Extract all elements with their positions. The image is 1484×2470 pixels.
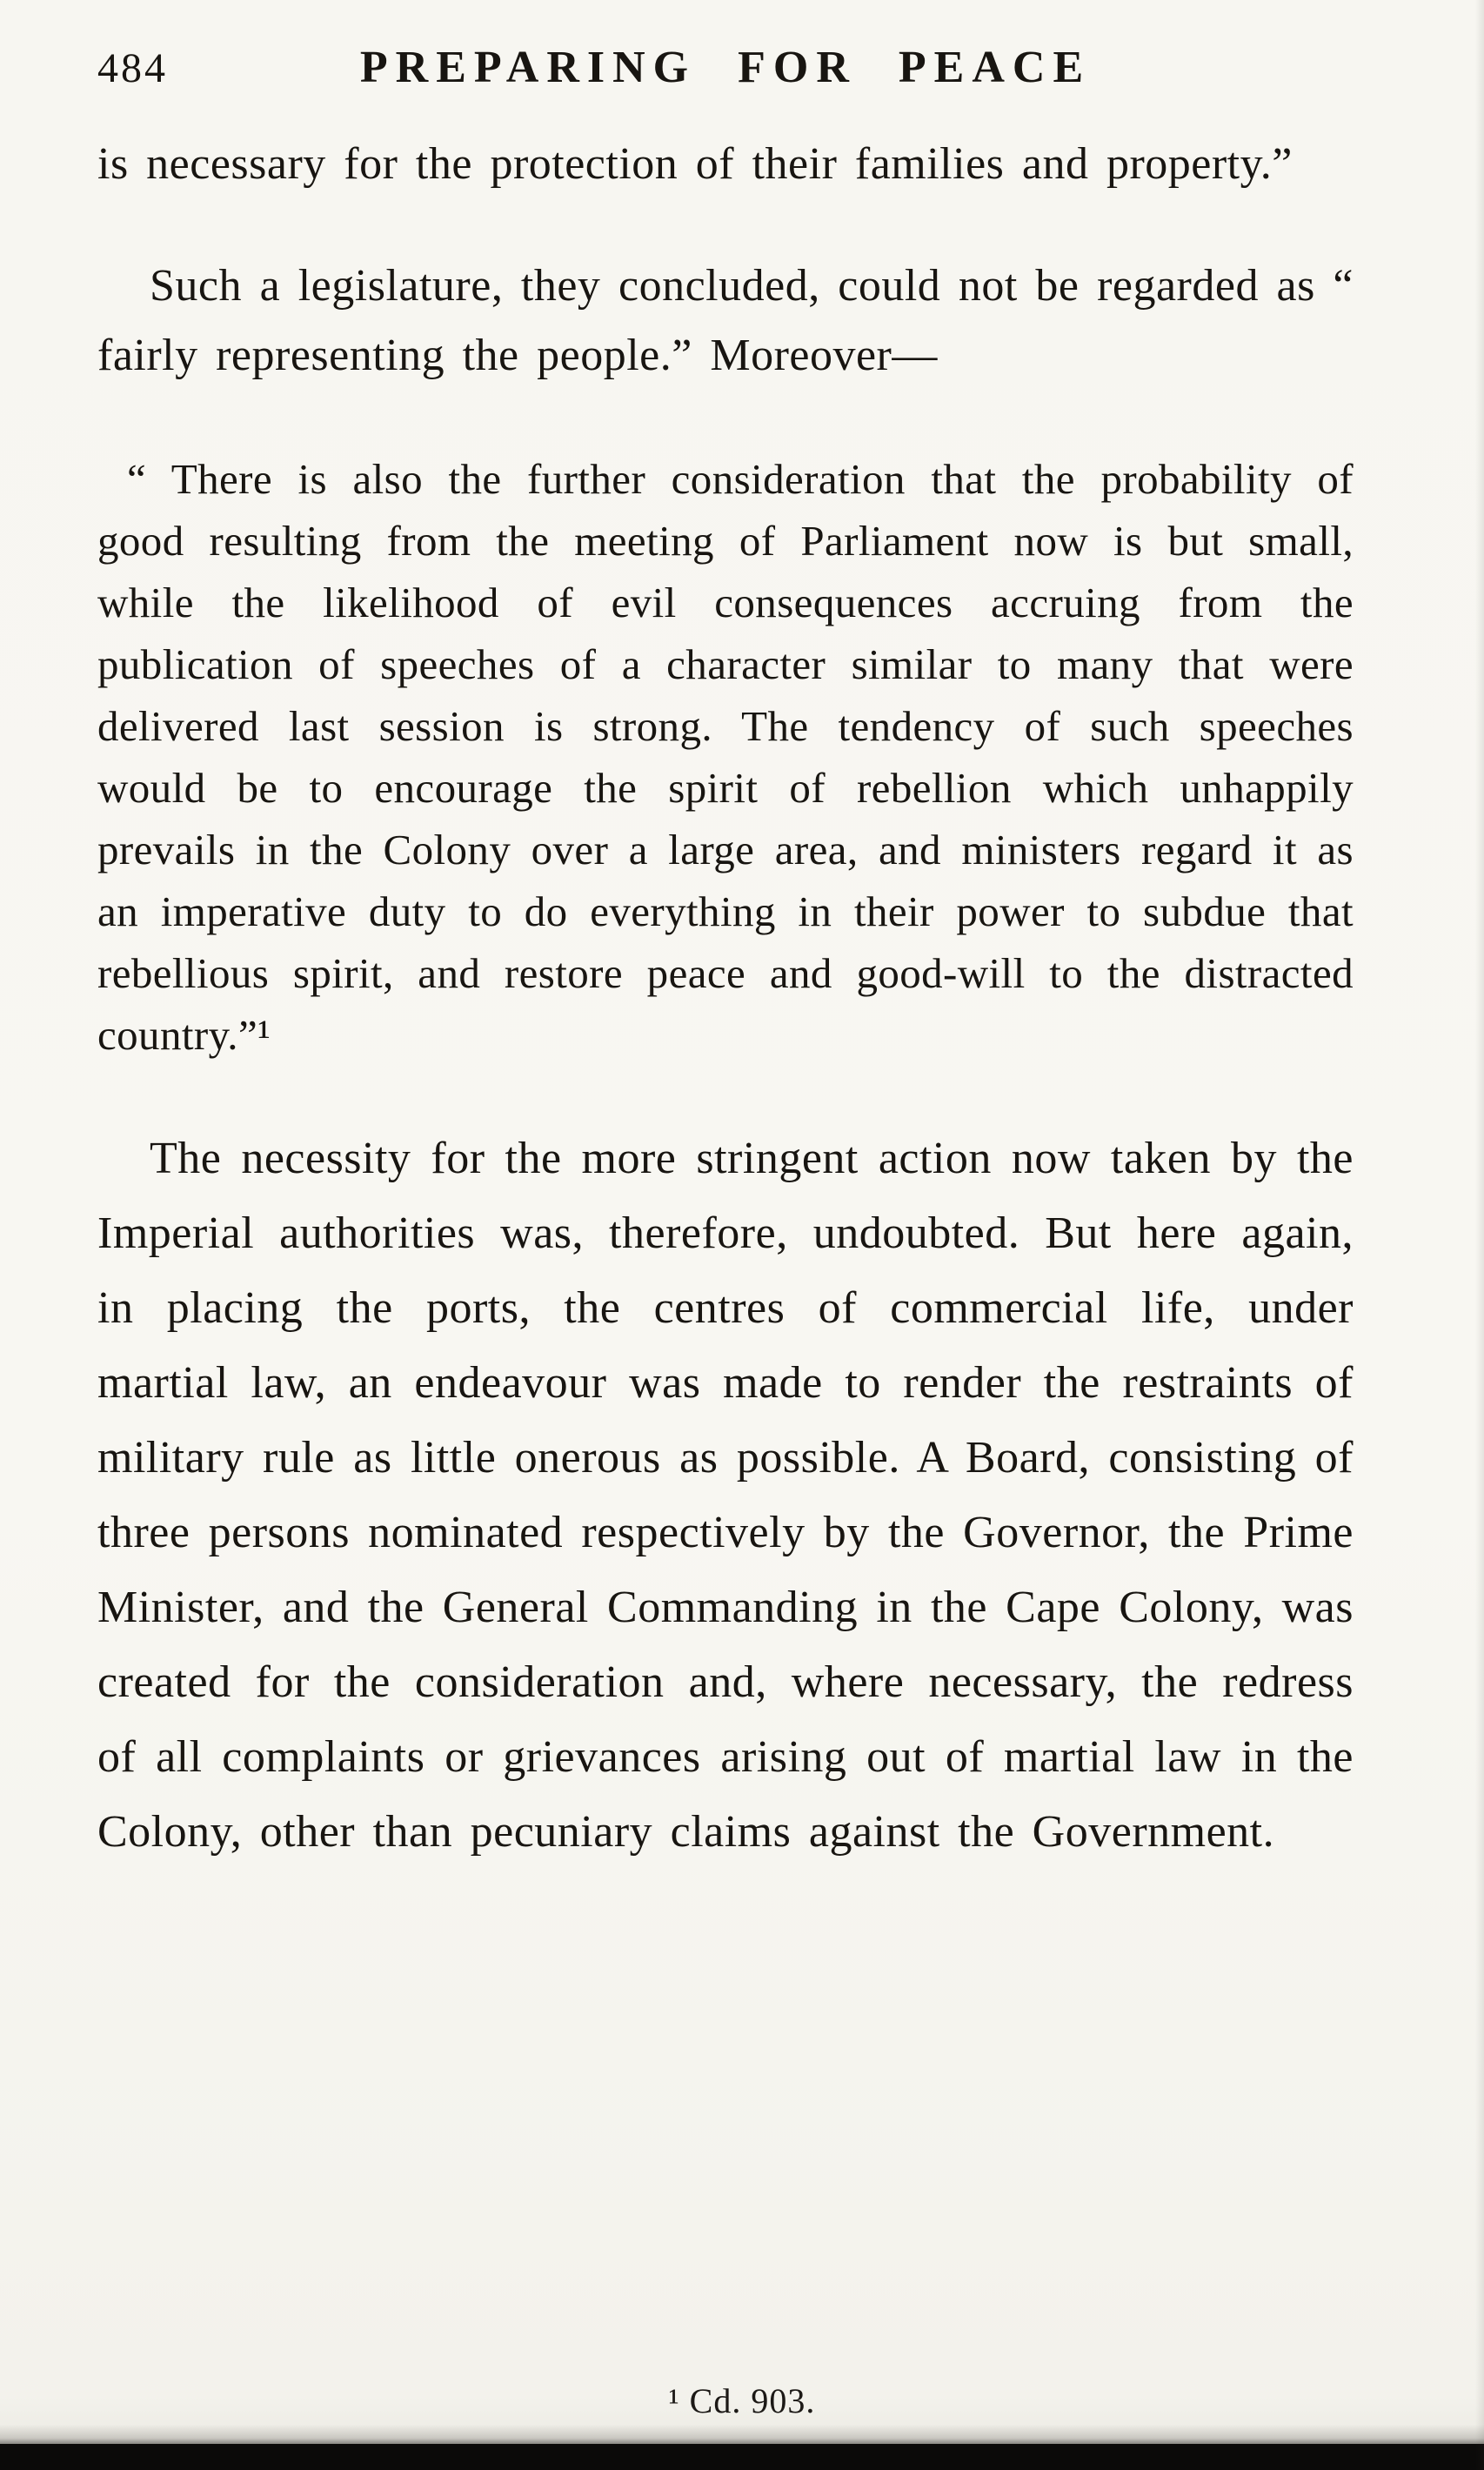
- scan-shadow-right: [1475, 0, 1484, 2470]
- page-number: 484: [97, 45, 168, 91]
- paragraph-necessity: The necessity for the more stringent action now taken by the Imperial authorities was, therefore, undoubted. But here again, in placing the ports, the centres of commercial life, under martial law, an endeavour was made to render the restraints of military rule as little onerous as possible. A Board, consisting of three persons nominated respectively by the Governor, the Prime Minister, and the General Commanding in the Cape Colony, was created for the consideration and, where necessary, the redress of all complaints or grievances arising out of martial law in the Colony, other than pecuniary claims against the Government.: [97, 1134, 1354, 1857]
- paragraph-continuation: is necessary for the protection of their families and property.”: [97, 139, 1293, 189]
- block-quote: “ There is also the further consideration that the probability of good resulting from the meeting of Parliament now is but small, while the likelihood of evil consequences accruing from the publication of speeches of a character similar to many that were delivered last session is strong. The tendency of such speeches would be to encourage the spirit of rebellion which unhappily prevails in the Colony over a large area, and ministers regard it as an imperative duty to do everything in their power to subdue that rebellious spirit, and restore peace and good-will to the distracted country.”¹: [97, 455, 1354, 1059]
- running-head-title: PREPARING FOR PEACE: [359, 43, 1092, 92]
- paragraph-legislature: Such a legislature, they concluded, could not be regarded as “ fairly representing the people.” Moreover—: [97, 261, 1354, 380]
- scan-edge-bottom: [0, 2444, 1484, 2470]
- scan-shadow-bottom: [0, 2425, 1484, 2444]
- running-header: [97, 42, 1354, 93]
- footnote: ¹ Cd. 903.: [668, 2381, 816, 2420]
